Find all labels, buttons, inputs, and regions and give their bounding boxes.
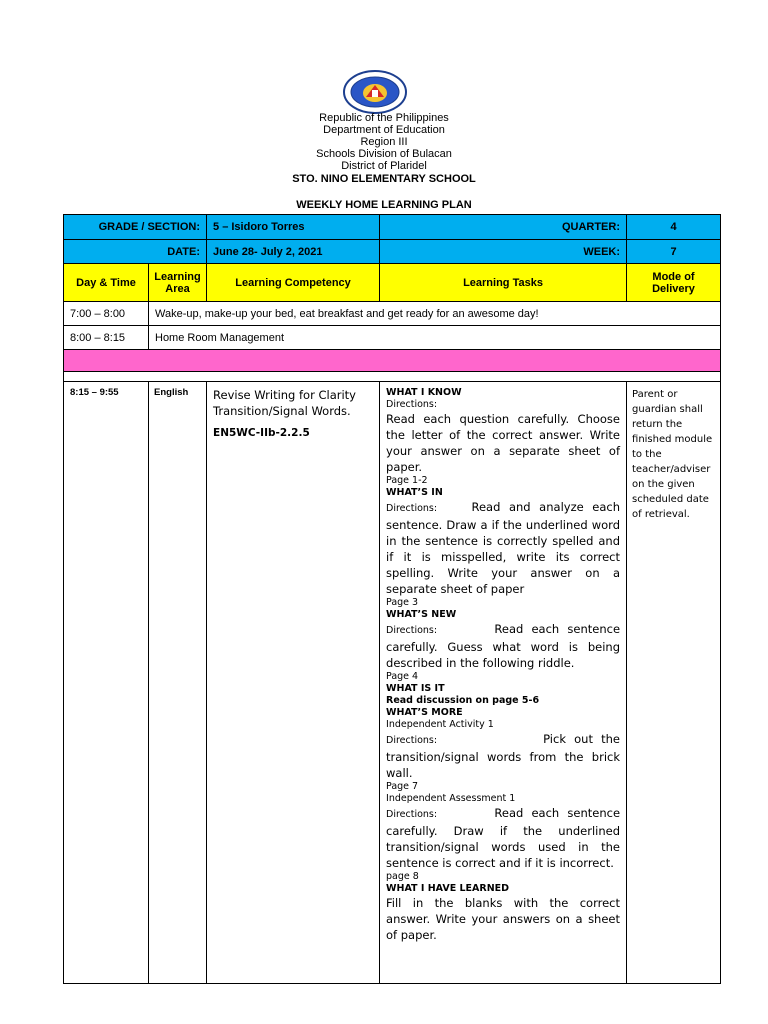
row2-time: 8:00 – 8:15: [64, 326, 149, 350]
col-learning-area-line1: Learning: [154, 270, 201, 283]
column-header-row: [64, 264, 721, 302]
header-line-2: Department of Education: [323, 124, 445, 136]
quarter-value: 4: [627, 215, 721, 240]
date-row: [64, 240, 721, 264]
grade-label: GRADE / SECTION:: [64, 215, 207, 240]
english-time: 8:15 – 9:55: [64, 382, 149, 984]
header-line-3: Region III: [360, 136, 408, 148]
task6-body: Read each sentence carefully. Draw if the underlined transition/signal words used in the sentence is correct and if it is incorrect.: [386, 806, 621, 870]
pink-divider-row: [64, 350, 721, 372]
task2-directions: Directions:: [386, 503, 438, 514]
task6-directions: Directions:: [386, 809, 438, 820]
task4-reading: Read discussion on page 5-6: [386, 695, 540, 706]
task5-directions: Directions:: [386, 735, 438, 746]
spacer-row: [64, 372, 721, 382]
task-whats-in: WHAT’S IN: [386, 487, 443, 498]
task2-body-wrap: [386, 499, 620, 597]
quarter-label: QUARTER:: [380, 215, 627, 240]
task3-page: Page 4: [386, 671, 419, 682]
task6-page: page 8: [386, 871, 419, 882]
task7-body: Fill in the blanks with the correct answer. Write your answers on a sheet of paper.: [386, 896, 621, 942]
plan-title: WEEKLY HOME LEARNING PLAN: [296, 199, 472, 211]
schedule-row-homeroom: [64, 326, 721, 350]
english-delivery: Parent or guardian shall return the finished module to the teacher/adviser on the given scheduled date of retrieval.: [627, 382, 721, 984]
task-what-i-have-learned: WHAT I HAVE LEARNED: [386, 883, 510, 894]
date-label: DATE:: [64, 240, 207, 264]
task2-page: Page 3: [386, 597, 419, 608]
task6-body-wrap: [386, 805, 620, 871]
task6-assessment: Independent Assessment 1: [386, 793, 516, 804]
header-line-4: Schools Division of Bulacan: [316, 148, 452, 160]
week-label: WEEK:: [380, 240, 627, 264]
deped-seal-icon: [342, 70, 408, 114]
english-competency-cell: [207, 382, 380, 984]
task5-activity: Independent Activity 1: [386, 719, 494, 730]
task5-page: Page 7: [386, 781, 419, 792]
task2-body: Read and analyze each sentence. Draw a if the underlined word in the sentence is correctly spelled and if it is misspelled, write its correct spelling. Write your answer on a separate sheet of paper: [386, 500, 621, 596]
school-name: STO. NINO ELEMENTARY SCHOOL: [292, 173, 476, 185]
english-competency-code: EN5WC-IIb-2.2.5: [213, 427, 310, 439]
task3-directions: Directions:: [386, 625, 438, 636]
col-learning-area-line2: Area: [165, 282, 190, 295]
task-what-i-know: WHAT I KNOW: [386, 387, 462, 398]
header-line-5: District of Plaridel: [341, 160, 427, 172]
english-area: English: [149, 382, 207, 984]
english-tasks-cell: [380, 382, 627, 984]
col-learning-area: [149, 264, 207, 302]
pink-divider: [64, 350, 721, 372]
header-line-1: Republic of the Philippines: [319, 112, 449, 124]
task5-body-wrap: [386, 731, 620, 781]
learning-plan-table: [63, 214, 721, 984]
task-whats-new: WHAT’S NEW: [386, 609, 457, 620]
date-value: June 28- July 2, 2021: [207, 240, 380, 264]
spacer: [64, 372, 721, 382]
task5-body: Pick out the transition/signal words from the brick wall.: [386, 732, 621, 780]
col-competency: Learning Competency: [207, 264, 380, 302]
task-what-is-it: WHAT IS IT: [386, 683, 445, 694]
task1-body: Read each question carefully. Choose the letter of the correct answer. Write your answer on a separate sheet of paper.: [386, 412, 621, 474]
row2-activity: Home Room Management: [149, 326, 721, 350]
grade-row: [64, 215, 721, 240]
task1-directions: Directions:: [386, 399, 438, 410]
task1-page: Page 1-2: [386, 475, 428, 486]
row1-activity: Wake-up, make-up your bed, eat breakfast and get ready for an awesome day!: [149, 302, 721, 326]
col-day-time: Day & Time: [64, 264, 149, 302]
col-delivery: [627, 264, 721, 302]
english-competency: Revise Writing for Clarity Transition/Signal Words.: [213, 388, 356, 418]
row1-time: 7:00 – 8:00: [64, 302, 149, 326]
task3-body-wrap: [386, 621, 620, 671]
week-value: 7: [627, 240, 721, 264]
col-delivery-line1: Mode of: [652, 270, 695, 283]
task-whats-more: WHAT’S MORE: [386, 707, 463, 718]
col-tasks: Learning Tasks: [380, 264, 627, 302]
col-delivery-line2: Delivery: [652, 282, 695, 295]
task3-body: Read each sentence carefully. Guess what word is being described in the following riddle.: [386, 622, 621, 670]
grade-value: 5 – Isidoro Torres: [207, 215, 380, 240]
schedule-row-wakeup: [64, 302, 721, 326]
english-row: [64, 382, 721, 984]
